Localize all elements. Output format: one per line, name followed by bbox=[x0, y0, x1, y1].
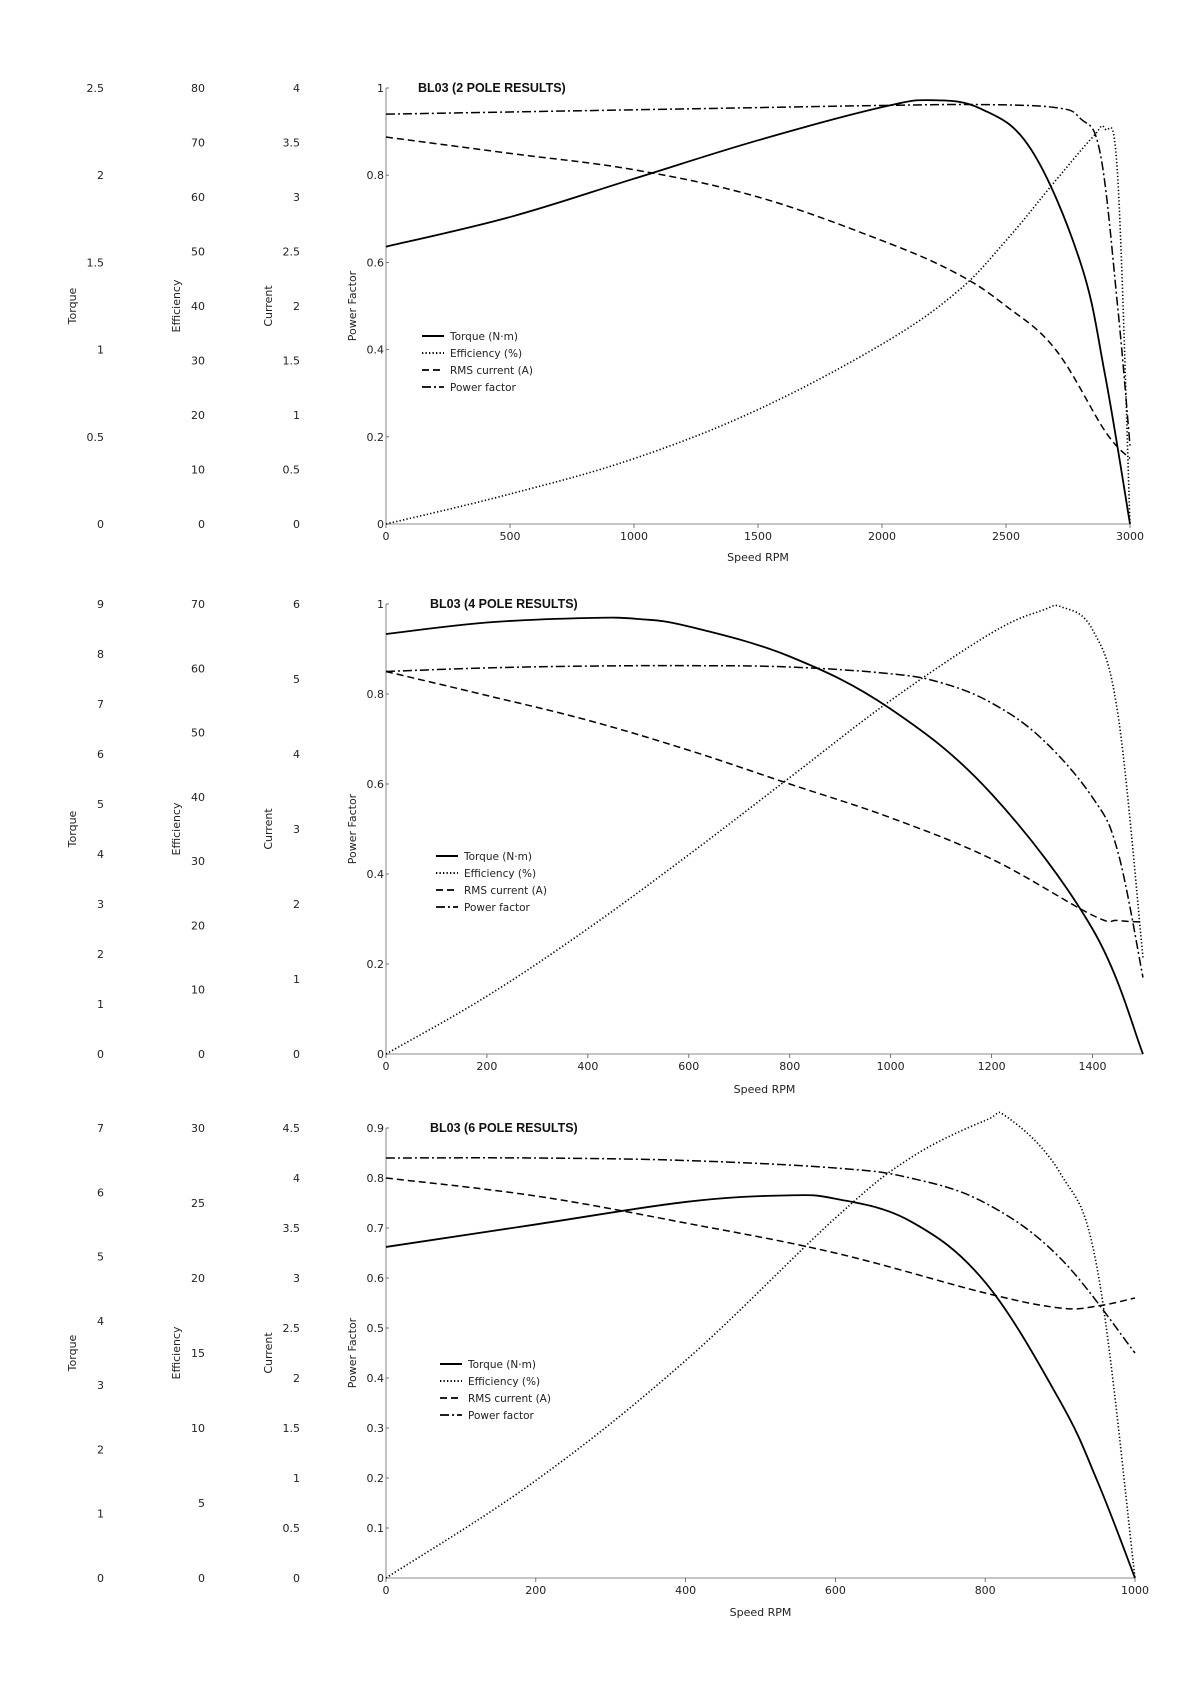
axis-tick-label: 6 bbox=[97, 1186, 104, 1200]
axis-tick-label: 4 bbox=[97, 1314, 104, 1328]
axis-tick-label: 1 bbox=[377, 82, 384, 95]
x-tick-label: 1400 bbox=[1078, 1060, 1107, 1073]
chart-title: BL03 (6 POLE RESULTS) bbox=[430, 1121, 578, 1135]
axis-tick-label: 0.9 bbox=[366, 1122, 384, 1135]
axis-label: Current bbox=[262, 285, 275, 327]
axis-tick-label: 0.5 bbox=[282, 1522, 300, 1535]
axis-tick-label: 50 bbox=[191, 726, 205, 740]
axis-tick-label: 6 bbox=[293, 598, 300, 611]
axis-tick-label: 0 bbox=[198, 518, 205, 531]
axis-tick-label: 3 bbox=[97, 1379, 104, 1393]
axis-tick-label: 3.5 bbox=[282, 136, 300, 150]
axis-tick-label: 1.5 bbox=[282, 1422, 300, 1435]
x-tick-label: 1000 bbox=[876, 1060, 905, 1073]
axis-tick-label: 0 bbox=[377, 1572, 384, 1585]
series-line-dashed bbox=[386, 1178, 1135, 1309]
axis-label: Efficiency bbox=[170, 279, 183, 333]
axis-tick-label: 8 bbox=[97, 648, 104, 661]
axis-tick-label: 70 bbox=[191, 136, 205, 150]
axis-tick-label: 2 bbox=[97, 948, 104, 961]
axis-tick-label: 0.2 bbox=[366, 958, 384, 971]
axis-tick-label: 30 bbox=[191, 1122, 205, 1135]
x-tick-label: 500 bbox=[499, 530, 521, 543]
axis-tick-label: 0.2 bbox=[366, 430, 384, 444]
chart-panel-1 bbox=[66, 81, 1144, 564]
axis-tick-label: 0 bbox=[97, 518, 104, 531]
axis-label: Current bbox=[262, 1332, 275, 1374]
x-tick-label: 0 bbox=[382, 1584, 390, 1597]
x-tick-label: 1500 bbox=[744, 530, 772, 543]
chart-panel-2 bbox=[66, 597, 1143, 1096]
axis-tick-label: 4.5 bbox=[282, 1122, 300, 1135]
axis-tick-label: 4 bbox=[293, 82, 300, 95]
axis-tick-label: 0 bbox=[293, 518, 300, 531]
x-tick-label: 1000 bbox=[1121, 1584, 1149, 1597]
axis-tick-label: 0 bbox=[377, 518, 384, 531]
legend-label: RMS current (A) bbox=[450, 365, 533, 377]
axis-tick-label: 50 bbox=[191, 245, 205, 259]
axis-tick-label: 4 bbox=[293, 748, 300, 761]
x-tick-label: 2500 bbox=[992, 530, 1020, 543]
axis-tick-label: 1 bbox=[97, 998, 104, 1011]
axis-label: Power Factor bbox=[346, 270, 359, 342]
series-line-dotted bbox=[386, 1112, 1135, 1578]
axis-tick-label: 3 bbox=[97, 898, 104, 911]
axis-tick-label: 2 bbox=[293, 898, 300, 911]
axis-tick-label: 0 bbox=[198, 1572, 205, 1585]
axis-tick-label: 1 bbox=[293, 1472, 300, 1485]
axis-tick-label: 1.5 bbox=[86, 256, 104, 270]
axis-label: Efficiency bbox=[170, 802, 183, 856]
axis-tick-label: 5 bbox=[97, 1250, 104, 1264]
axis-tick-label: 2 bbox=[97, 1443, 104, 1457]
axis-tick-label: 30 bbox=[191, 855, 205, 869]
legend-label: Efficiency (%) bbox=[450, 348, 523, 360]
x-axis-label: Speed RPM bbox=[729, 1606, 792, 1619]
axis-tick-label: 5 bbox=[97, 798, 104, 811]
axis-tick-label: 0.6 bbox=[366, 256, 384, 270]
axis-tick-label: 0 bbox=[293, 1048, 300, 1061]
axis-tick-label: 2.5 bbox=[86, 82, 104, 95]
legend-label: Power factor bbox=[468, 1410, 534, 1422]
legend-label: Torque (N·m) bbox=[450, 331, 518, 343]
axis-label: Torque bbox=[66, 810, 79, 848]
x-axis-label: Speed RPM bbox=[727, 551, 789, 564]
axis-tick-label: 0 bbox=[97, 1048, 104, 1061]
axis-label: Efficiency bbox=[170, 1326, 183, 1380]
axis-tick-label: 0.4 bbox=[366, 1372, 384, 1385]
axis-label: Current bbox=[262, 808, 275, 850]
x-tick-label: 1000 bbox=[620, 530, 648, 543]
axis-tick-label: 0.8 bbox=[366, 688, 384, 701]
x-tick-label: 3000 bbox=[1116, 530, 1144, 543]
axis-tick-label: 40 bbox=[191, 300, 205, 313]
axis-tick-label: 10 bbox=[191, 983, 205, 997]
x-tick-label: 800 bbox=[779, 1060, 801, 1073]
x-tick-label: 1200 bbox=[977, 1060, 1006, 1073]
x-tick-label: 400 bbox=[675, 1584, 697, 1597]
axis-tick-label: 10 bbox=[191, 463, 205, 477]
axis-tick-label: 0.2 bbox=[366, 1472, 384, 1485]
axis-tick-label: 1 bbox=[377, 598, 384, 611]
legend bbox=[436, 851, 547, 914]
chart-title: BL03 (4 POLE RESULTS) bbox=[430, 597, 578, 611]
axis-tick-label: 20 bbox=[191, 1272, 205, 1285]
axis-tick-label: 2.5 bbox=[282, 1322, 300, 1335]
legend-label: Power factor bbox=[464, 902, 530, 914]
legend-label: Efficiency (%) bbox=[468, 1376, 541, 1388]
x-tick-label: 0 bbox=[382, 1060, 390, 1073]
axis-tick-label: 40 bbox=[191, 790, 205, 804]
legend-label: RMS current (A) bbox=[464, 885, 547, 897]
axis-label: Power Factor bbox=[346, 1317, 359, 1389]
axis-tick-label: 60 bbox=[191, 662, 205, 676]
axis-tick-label: 0 bbox=[97, 1572, 104, 1585]
x-tick-label: 200 bbox=[476, 1060, 498, 1073]
axis-tick-label: 2 bbox=[293, 1372, 300, 1385]
series-line-solid bbox=[386, 100, 1130, 524]
axis-tick-label: 0 bbox=[293, 1572, 300, 1585]
legend-label: Torque (N·m) bbox=[464, 851, 532, 863]
axis-tick-label: 30 bbox=[191, 354, 205, 368]
axis-tick-label: 2.5 bbox=[282, 245, 300, 259]
axis-tick-label: 25 bbox=[191, 1197, 205, 1210]
legend-label: RMS current (A) bbox=[468, 1393, 551, 1405]
axis-tick-label: 0.5 bbox=[86, 430, 104, 444]
axis-tick-label: 0.6 bbox=[366, 778, 384, 791]
legend-label: Torque (N·m) bbox=[468, 1359, 536, 1371]
axis-tick-label: 0.3 bbox=[366, 1422, 384, 1435]
legend bbox=[422, 331, 533, 394]
axis-tick-label: 9 bbox=[97, 598, 104, 611]
axis-tick-label: 0.8 bbox=[366, 1172, 384, 1185]
series-line-dashdot bbox=[386, 666, 1143, 978]
chart-panel-3 bbox=[66, 1112, 1149, 1619]
axis-tick-label: 10 bbox=[191, 1422, 205, 1435]
axis-tick-label: 1 bbox=[97, 1507, 104, 1521]
axis-tick-label: 20 bbox=[191, 919, 205, 933]
axis-tick-label: 0.6 bbox=[366, 1272, 384, 1285]
legend-label: Efficiency (%) bbox=[464, 868, 537, 880]
axis-tick-label: 80 bbox=[191, 82, 205, 95]
axis-tick-label: 2 bbox=[97, 169, 104, 183]
axis-tick-label: 7 bbox=[97, 1122, 104, 1135]
axis-tick-label: 1.5 bbox=[282, 354, 300, 368]
axis-tick-label: 0.7 bbox=[366, 1222, 384, 1235]
axis-tick-label: 0.4 bbox=[366, 868, 384, 881]
axis-tick-label: 6 bbox=[97, 748, 104, 761]
axis-tick-label: 0.5 bbox=[366, 1322, 384, 1335]
x-tick-label: 200 bbox=[525, 1584, 547, 1597]
legend bbox=[440, 1359, 551, 1422]
axis-tick-label: 1 bbox=[293, 409, 300, 422]
axis-label: Power Factor bbox=[346, 793, 359, 865]
axis-tick-label: 20 bbox=[191, 409, 205, 422]
series-line-dashdot bbox=[386, 1158, 1135, 1353]
x-tick-label: 600 bbox=[824, 1584, 846, 1597]
x-tick-label: 600 bbox=[678, 1060, 700, 1073]
axis-tick-label: 70 bbox=[191, 598, 205, 611]
axis-tick-label: 5 bbox=[293, 673, 300, 686]
axis-label: Torque bbox=[66, 287, 79, 325]
axis-tick-label: 4 bbox=[293, 1172, 300, 1185]
axis-tick-label: 1 bbox=[97, 343, 104, 357]
series-line-dotted bbox=[386, 126, 1130, 524]
axis-tick-label: 0.1 bbox=[366, 1522, 384, 1535]
axis-tick-label: 0.4 bbox=[366, 343, 384, 357]
x-tick-label: 0 bbox=[382, 530, 390, 543]
axis-tick-label: 3 bbox=[293, 191, 300, 204]
axis-tick-label: 15 bbox=[191, 1347, 205, 1360]
axis-label: Torque bbox=[66, 1334, 79, 1372]
axis-tick-label: 1 bbox=[293, 973, 300, 986]
x-tick-label: 2000 bbox=[868, 530, 896, 543]
axis-tick-label: 2 bbox=[293, 300, 300, 313]
legend-label: Power factor bbox=[450, 382, 516, 394]
axis-tick-label: 0.8 bbox=[366, 169, 384, 183]
axis-tick-label: 3.5 bbox=[282, 1222, 300, 1235]
axis-tick-label: 60 bbox=[191, 191, 205, 204]
x-tick-label: 800 bbox=[974, 1584, 996, 1597]
x-tick-label: 400 bbox=[577, 1060, 599, 1073]
axis-tick-label: 3 bbox=[293, 823, 300, 836]
axis-tick-label: 5 bbox=[198, 1497, 205, 1510]
chart-title: BL03 (2 POLE RESULTS) bbox=[418, 81, 566, 95]
x-axis-label: Speed RPM bbox=[733, 1083, 796, 1096]
axis-tick-label: 0 bbox=[377, 1048, 384, 1061]
axis-tick-label: 0 bbox=[198, 1048, 205, 1061]
axis-tick-label: 7 bbox=[97, 698, 104, 711]
axis-tick-label: 0.5 bbox=[282, 463, 300, 477]
series-line-dotted bbox=[386, 605, 1143, 1054]
axis-tick-label: 4 bbox=[97, 848, 104, 861]
axis-tick-label: 3 bbox=[293, 1272, 300, 1285]
series-line-dashdot bbox=[386, 104, 1130, 445]
